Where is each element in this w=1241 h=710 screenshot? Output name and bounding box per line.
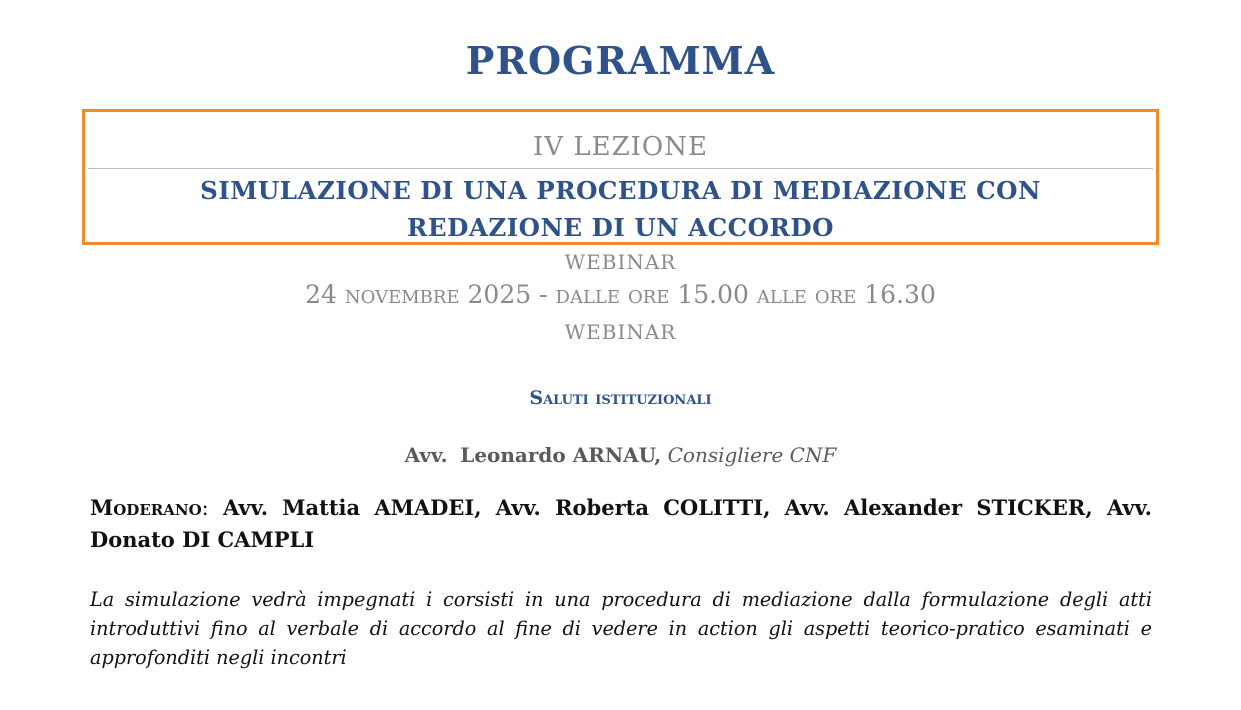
event-end-time: 16.30: [864, 280, 936, 309]
event-mode-top: WEBINAR: [564, 250, 677, 274]
event-mode-bottom: WEBINAR: [564, 320, 677, 344]
event-year: 2025: [467, 280, 532, 309]
event-start-time: 15.00: [677, 280, 749, 309]
page-title: PROGRAMMA: [465, 38, 776, 83]
speaker-title: Avv.: [404, 443, 448, 467]
moderators-label: Moderano: [90, 495, 202, 520]
lesson-box: [82, 109, 1159, 245]
event-day: 24: [305, 280, 337, 309]
lesson-label: IV LEZIONE: [533, 132, 708, 162]
lesson-subject: [85, 172, 1156, 246]
saluti-heading: Saluti istituzionali: [529, 387, 712, 409]
lesson-subject-line-2: REDAZIONE DI UN ACCORDO: [407, 213, 834, 242]
moderators-paragraph: [90, 492, 1152, 555]
description-paragraph: La simulazione vedrà impegnati i corsisti in una procedura di mediazione dalla formulazione degli atti introduttivi fino al verbale di accordo al fine di vedere in action gli aspetti teorico-pratico esaminati e approfonditi negli incontri: [90, 588, 1152, 669]
event-to-label: alle ore: [756, 280, 857, 309]
event-month: novembre: [344, 280, 460, 309]
moderators-names: Avv. Mattia AMADEI, Avv. Roberta COLITTI, Avv. Alexander STICKER, Avv. Donato DI CAMPLI: [90, 495, 1152, 552]
lesson-subject-line-1: SIMULAZIONE DI UNA PROCEDURA DI MEDIAZIONE CON: [200, 176, 1041, 205]
event-date-time: [0, 280, 1241, 309]
moderators-colon: :: [201, 496, 209, 520]
speaker-name: Leonardo ARNAU,: [460, 443, 662, 467]
event-separator: -: [539, 280, 548, 309]
speaker-line: [0, 443, 1241, 467]
event-from-label: dalle ore: [555, 280, 670, 309]
lesson-divider: [88, 168, 1153, 169]
speaker-role: Consigliere CNF: [667, 443, 837, 467]
